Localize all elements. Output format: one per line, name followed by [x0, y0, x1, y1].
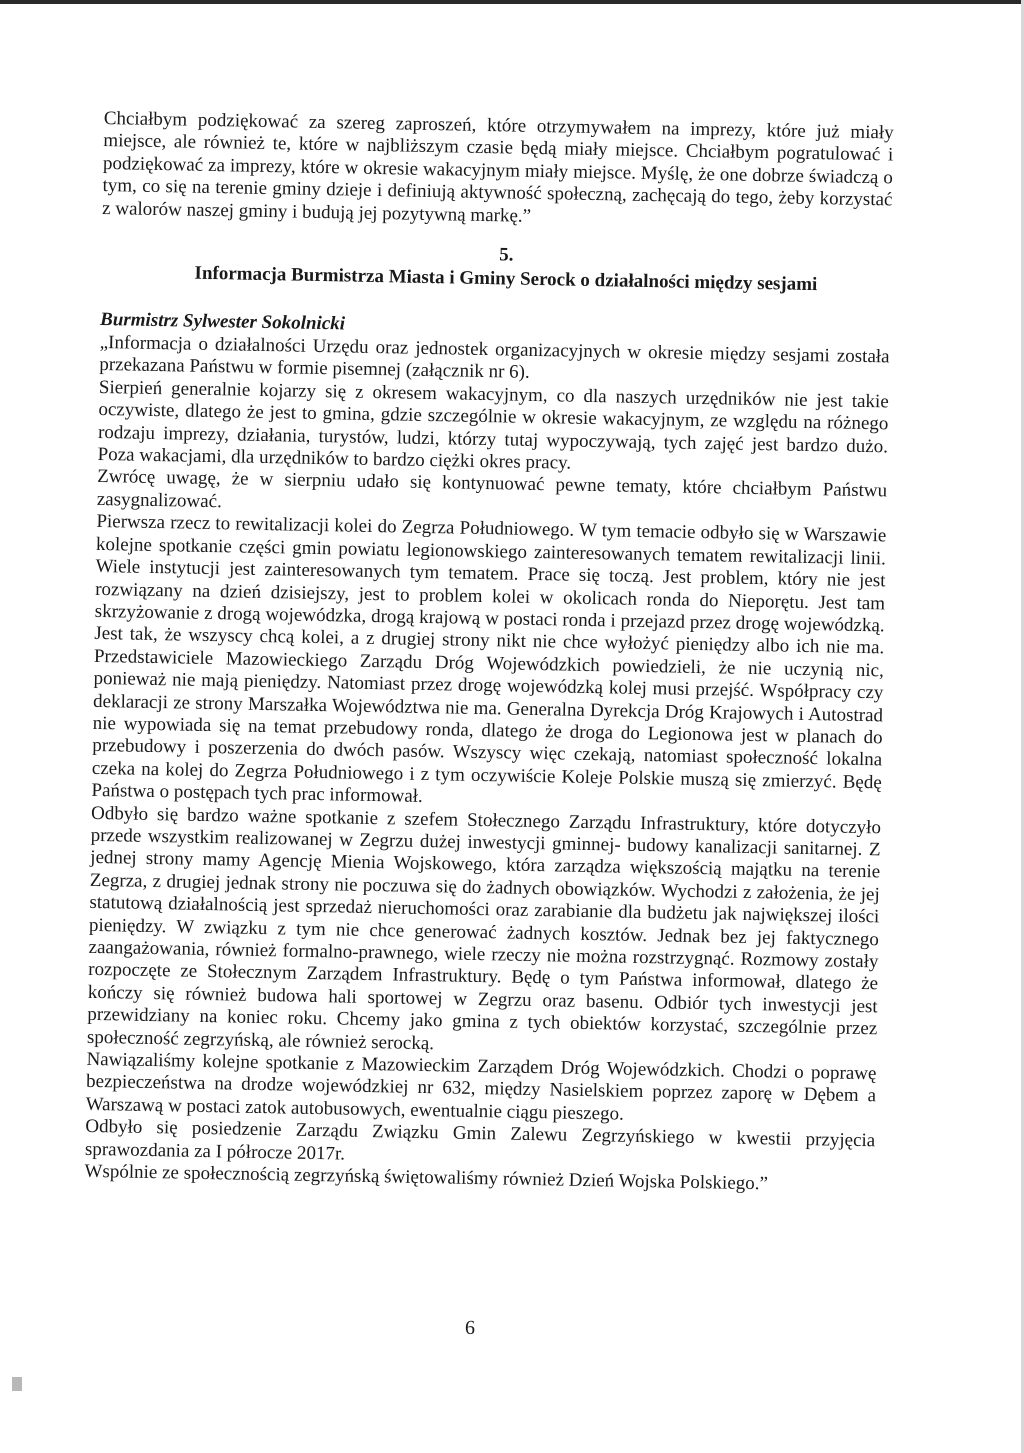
body-paragraph: Odbyło się bardzo ważne spotkanie z szefem Stołecznego Zarządu Infrastruktury, które dotyczyło przede wszystkim realizowanej w Zegrzu dużej inwestycji gminnej- budowy kanalizacji sanitarnej. Z jednej strony mamy Agencję Mienia Wojskowego, która zarządza większością majątku na terenie Zegrza, z drugiej jednak strony nie poczuwa się do żadnych obowiązków. Wychodzi z założenia, że jej statutową działalnością jest sprzedaż nieruchomości oraz zarabianie dla budżetu jak największej ilości pieniędzy. W związku z tym nie chce generować żadnych kosztów. Jednak bez jej faktycznego zaangażowania, również formalno-prawnego, wiele rzeczy nie można rozstrzygnąć. Rozmowy zostały rozpoczęte ze Stołecznym Zarządem Infrastruktury. Będę o tym Państwa informował, dlatego że kończy się również budowa hali sportowej w Zegrzu oraz basenu. Odbiór tych inwestycji jest przewidziany na koniec roku. Chcemy jako gmina z tych obiektów korzystać, szczególnie przez społeczność zegrzyńską, ale również serocką.: [86, 802, 882, 1054]
section-number: 5.: [499, 244, 514, 266]
body-paragraph: Odbyło się posiedzenie Zarządu Związku Gmin Zalewu Zegrzyńskiego w kwestii przyjęcia sprawozdania za I półrocze 2017r.: [84, 1116, 876, 1165]
intro-paragraph: Chciałbym podziękować za szereg zaproszeń, które otrzymywałem na imprezy, które już miały miejsce, ale również te, które w najbliższym czasie będą miały miejsce. Chciałbym pogratulować i podziękować za imprezy, które w okresie wakacyjnym miały miejsce. Myślę, że one dobrze świadczą o tym, co się na terenie gminy dzieje i definiują aktywność społeczną, zachęcają do tego, żeby korzystać z walorów naszej gminy i budują jej pozytywną markę.”: [101, 108, 894, 227]
body-paragraph: Sierpień generalnie kojarzy się z okresem wakacyjnym, co dla naszych urzędników nie jest takie oczywiste, dlatego że jest to gmina, gdzie szczególnie w okresie wakacyjnym, ze względu na różnego rodzaju imprezy, działania, turystów, ludzi, którzy tutaj wypoczywają, tych zajęć jest bardzo dużo. Poza wakacjami, dla urzędników to bardzo ciężki okres pracy.: [97, 376, 889, 474]
body-paragraph: „Informacja o działalności Urzędu oraz jednostek organizacyjnych w okresie między sesjami została przekazana Państwu w formie pisemnej (załącznik nr 6).: [99, 331, 890, 384]
body-paragraph: Wspólnie ze społecznością zegrzyńską świętowaliśmy również Dzień Wojska Polskiego.”: [84, 1160, 769, 1195]
section-title: Informacja Burmistrza Miasta i Gminy Serock o działalności między sesjami: [194, 262, 818, 296]
body-paragraph: Nawiązaliśmy kolejne spotkanie z Mazowieckim Zarządem Dróg Wojewódzkich. Chodzi o poprawę bezpieczeństwa na drodze wojewódzkiej nr 632, między Nasielskiem poprzez zaporę w Dębem a Warszawą w postaci zatok autobusowych, ewentualnie ciągu pieszego.: [85, 1048, 877, 1125]
scan-corner-mark: [12, 1377, 22, 1391]
body-paragraph: Pierwsza rzecz to rewitalizacji kolei do Zegrza Południowego. W tym temacie odbyło się w Warszawie kolejne spotkanie części gmin powiatu legionowskiego zainteresowanych tematem rewitalizacji linii. Wiele instytucji jest zainteresowanych tym tematem. Prace się toczą. Jest problem, który nie jest rozwiązany na dzień dzisiejszy, jest to problem kolei w okolicach ronda do Nieporętu. Jest tam skrzyżowanie z drogą wojewódzka, drogą krajową w postaci ronda i przejazd przez drogę wojewódzką. Jest tak, że wszyscy chcą kolei, a z drugiej strony nikt nie chce wyłożyć pieniędzy albo ich nie ma. Przedstawiciele Mazowieckiego Zarządu Dróg Wojewódzkich powiedzieli, że nie uczynią nic, ponieważ nie mają pieniędzy. Natomiast przez drogę wojewódzką kolej musi przejść. Współpracy czy deklaracji ze strony Marszałka Województwa nie ma. Generalna Dyrekcja Dróg Krajowych i Autostrad nie wypowiada się na temat przebudowy ronda, dlatego że droga do Legionowa jest w planach do przebudowy i poszerzenia do dwóch pasów. Wszyscy więc czekają, natomiast społeczność lokalna czeka na kolej do Zegrza Południowego i z tym oczywiście Koleje Polskie muszą się zmierzyć. Będę Państwa o postępach tych prac informował.: [91, 511, 887, 808]
scan-top-edge: [0, 0, 1024, 4]
document-page: [84, 108, 894, 1198]
body-paragraph: Zwrócę uwagę, że w sierpniu udało się kontynuować pewne tematy, które chciałbym Państwu zasygnalizować.: [96, 466, 888, 513]
page-number: 6: [464, 1316, 476, 1340]
speaker-name: Burmistrz Sylwester Sokolnicki: [99, 308, 346, 335]
